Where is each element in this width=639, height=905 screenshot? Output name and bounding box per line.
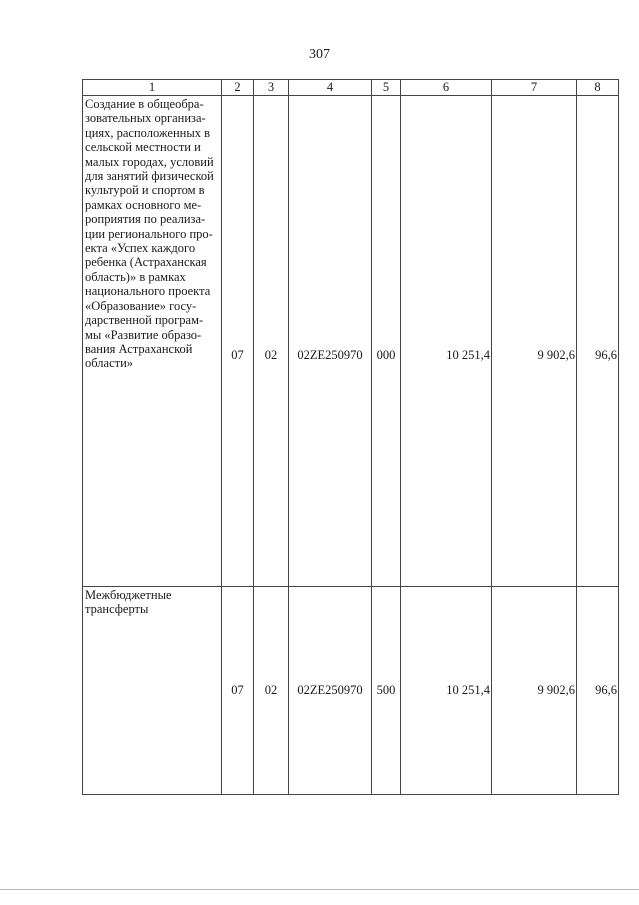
row-name-line: трансферты <box>85 602 149 617</box>
executed-amount-cell: 9 902,6 <box>492 96 577 587</box>
page-number: 307 <box>309 47 330 62</box>
execution-percent-cell: 96,6 <box>577 587 619 795</box>
column-header: 1 <box>83 80 222 96</box>
planned-amount-cell: 10 251,4 <box>401 587 492 795</box>
column-header: 6 <box>401 80 492 96</box>
target-article-cell: 02ZE250970 <box>289 96 372 587</box>
row-name-line: области» <box>85 356 134 371</box>
row-name-line: рамках основного ме- <box>85 197 202 212</box>
column-header: 4 <box>289 80 372 96</box>
column-header: 5 <box>372 80 401 96</box>
expense-type-cell: 500 <box>372 587 401 795</box>
section-code-cell: 07 <box>222 587 254 795</box>
column-header: 8 <box>577 80 619 96</box>
row-name-line: циях, расположенных в <box>85 125 210 140</box>
budget-table <box>82 79 619 795</box>
row-name-line: Межбюджетные <box>85 588 172 602</box>
subsection-code-cell: 02 <box>254 587 289 795</box>
row-name-cell <box>83 587 222 795</box>
planned-amount-cell: 10 251,4 <box>401 96 492 587</box>
row-name-line: для занятий физической <box>85 169 214 184</box>
expense-type-cell: 000 <box>372 96 401 587</box>
scan-edge-line <box>0 889 639 890</box>
row-name-line: зовательных организа- <box>85 111 206 126</box>
row-name-line: Создание в общеобра- <box>85 97 204 111</box>
row-name-line: культурой и спортом в <box>85 183 205 198</box>
executed-amount-cell: 9 902,6 <box>492 587 577 795</box>
row-name-line: мы «Развитие образо- <box>85 327 202 342</box>
row-name-line: национального проекта <box>85 284 211 299</box>
table-header-row <box>83 80 619 96</box>
subsection-code-cell: 02 <box>254 96 289 587</box>
row-name-line: область)» в рамках <box>85 269 186 284</box>
section-code-cell: 07 <box>222 96 254 587</box>
column-header: 7 <box>492 80 577 96</box>
row-name-line: малых городах, условий <box>85 154 214 169</box>
row-name-line: роприятия по реализа- <box>85 212 206 227</box>
target-article-cell: 02ZE250970 <box>289 587 372 795</box>
table-row <box>83 96 619 587</box>
row-name-line: ции регионального про- <box>85 226 213 241</box>
table-row <box>83 587 619 795</box>
row-name-line: дарственной програм- <box>85 313 204 328</box>
row-name-line: «Образование» госу- <box>85 298 197 313</box>
row-name-cell <box>83 96 222 587</box>
row-name-line: екта «Успех каждого <box>85 241 196 256</box>
row-name-line: сельской местности и <box>85 140 201 155</box>
column-header: 2 <box>222 80 254 96</box>
column-header: 3 <box>254 80 289 96</box>
row-name-line: вания Астраханской <box>85 341 193 356</box>
execution-percent-cell: 96,6 <box>577 96 619 587</box>
row-name-line: ребенка (Астраханская <box>85 255 207 270</box>
